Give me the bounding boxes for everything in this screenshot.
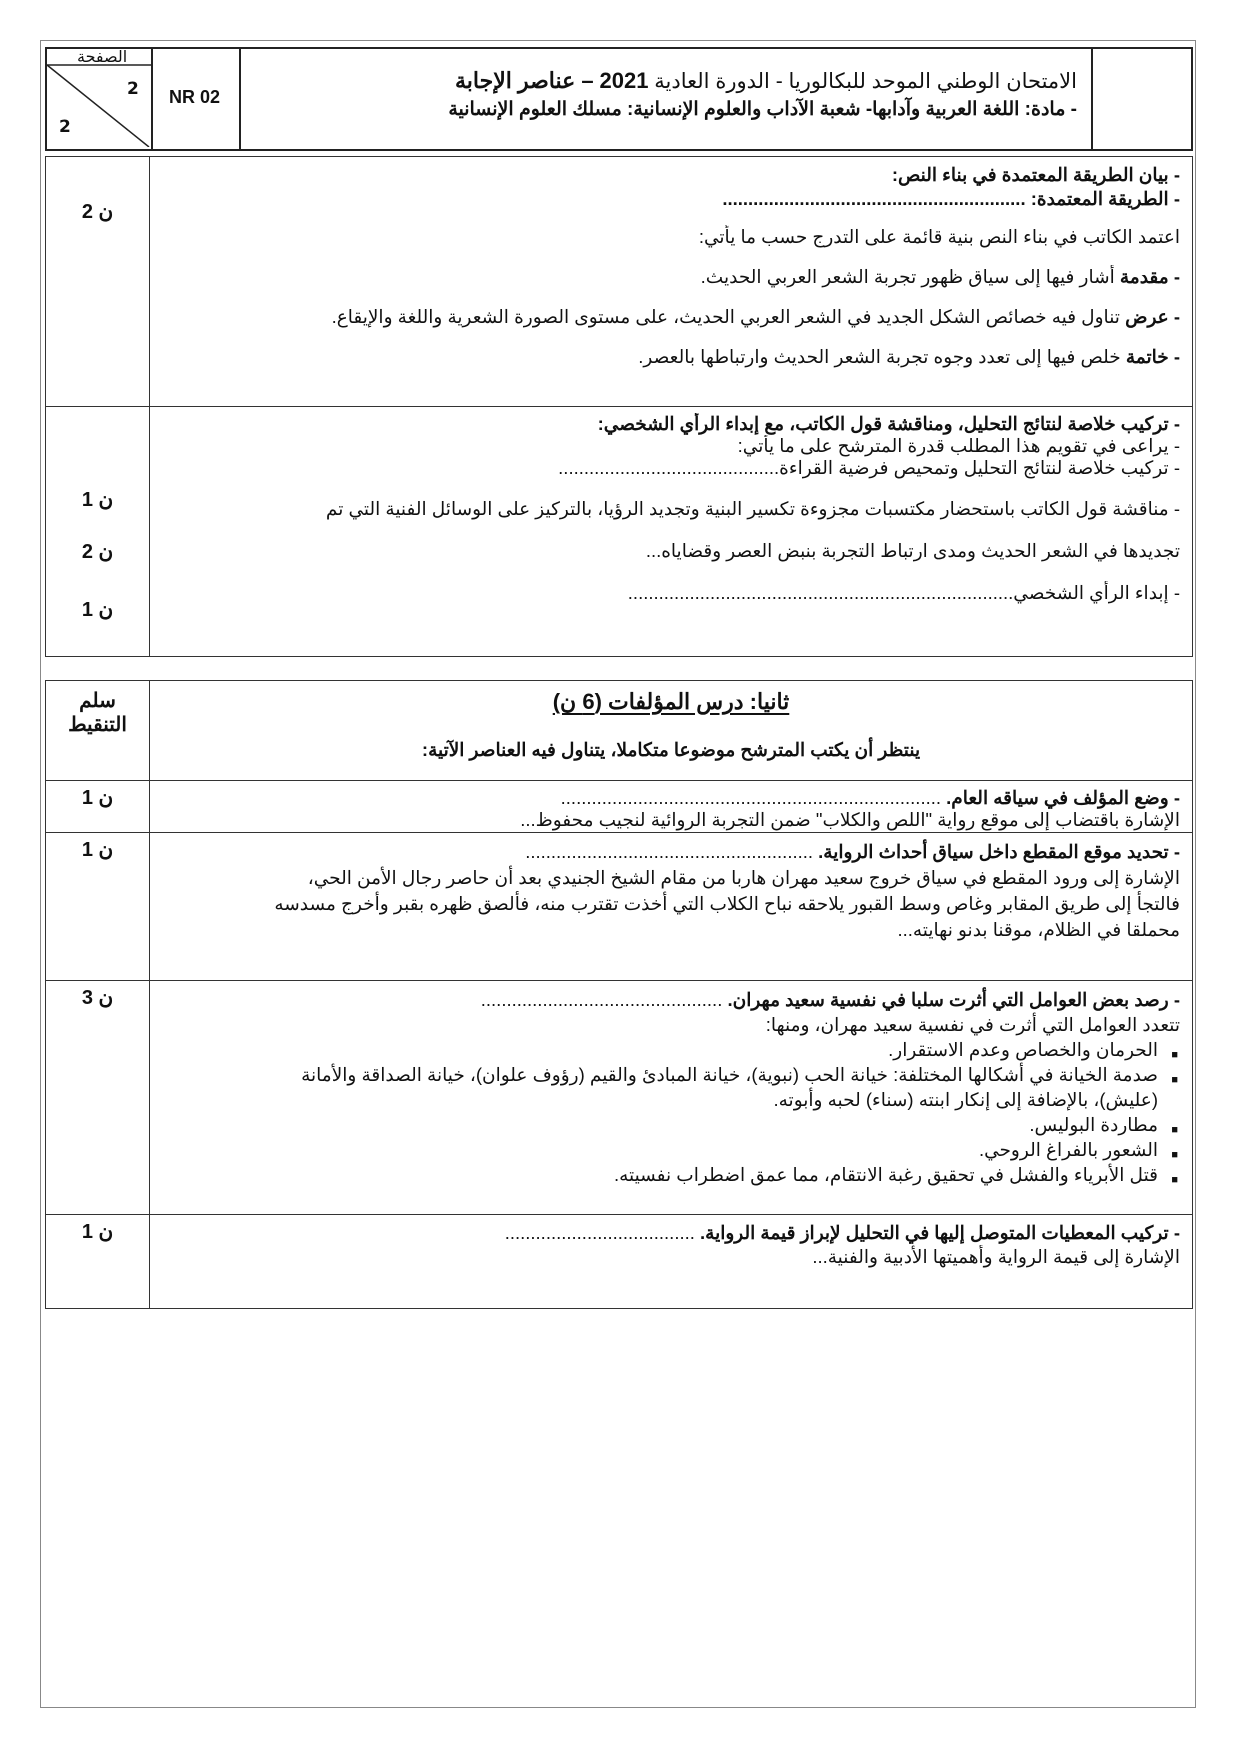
- row4-heading: - تركيب المعطيات المتوصل إليها في التحليل لإبراز قيمة الرواية. .....................................: [504, 1222, 1180, 1243]
- page-total: 2: [59, 117, 71, 137]
- title-prefix: الامتحان الوطني الموحد للبكالوريا - الدورة العادية: [654, 70, 1077, 93]
- title-suffix: – عناصر الإجابة: [455, 68, 594, 93]
- row2-line-3: محملقا في الظلام، موقنا بدنو نهايته...: [897, 919, 1180, 940]
- page-label: الصفحة: [77, 47, 128, 66]
- factor-item: ■ مطاردة البوليس.: [162, 1112, 1158, 1137]
- factor-item: ■ صدمة الخيانة في أشكالها المختلفة: خيانة الحب (نبوية)، خيانة المبادئ والقيم (رؤوف علوان)، خيانة الصداقة والأمانة: [162, 1062, 1158, 1087]
- factor-item-continuation: (عليش)، بالإضافة إلى إنكار ابنته (سناء) لحبه وأبوته.: [773, 1089, 1158, 1110]
- synthesis-line-1: - تركيب خلاصة لنتائج التحليل وتمحيص فرضية القراءة...........................................: [558, 457, 1180, 478]
- method-item-body: - عرض تناول فيه خصائص الشكل الجديد في الشعر العربي الحديث، على مستوى الصورة الشعرية واللغة والإيقاع.: [331, 306, 1180, 327]
- factors-list: [162, 1037, 1180, 1187]
- header-table: [45, 47, 1193, 151]
- header-blank-cell: [1092, 48, 1192, 150]
- page-number-cell: [46, 48, 152, 150]
- exam-subtitle: - مادة: اللغة العربية وآدابها- شعبة الآداب والعلوم الإنسانية: مسلك العلوم الإنسانية: [448, 99, 1077, 120]
- method-cell: [150, 157, 1193, 407]
- synthesis-line-4: - إبداء الرأي الشخصي...........................................................................: [627, 582, 1180, 603]
- row1-mark: 1 ن: [81, 787, 114, 809]
- part1-table: [45, 156, 1193, 657]
- exam-title: [255, 67, 1077, 96]
- row2-heading: - تحديد موقع المقطع داخل سياق أحداث الرواية. ........................................................: [525, 841, 1180, 862]
- row1-line: الإشارة باقتضاب إلى موقع رواية "اللص والكلاب" ضمن التجربة الروائية لنجيب محفوظ...: [520, 809, 1180, 830]
- synthesis-cell: [150, 407, 1193, 657]
- row1-heading: - وضع المؤلف في سياقه العام. ..........................................................................: [560, 787, 1180, 808]
- row3-mark-cell: [46, 981, 150, 1215]
- scale-label-cell: [46, 681, 150, 781]
- row4-mark: 1 ن: [81, 1221, 114, 1243]
- row2-line-1: الإشارة إلى ورود المقطع في سياق خروج سعيد مهران هاربا من مقام الشيخ الجنيدي بعد أن حاصر رجال الأمن الحي،: [307, 867, 1180, 888]
- row3-intro: تتعدد العوامل التي أثرت في نفسية سعيد مهران، ومنها:: [765, 1014, 1180, 1035]
- row2-line-2: فالتجأ إلى طريق المقابر وغاص وسط القبور يلاحقه نباح الكلاب التي أخذت تقترب منه، فألصق ظهره بقبر وأخرج مسدسه: [274, 893, 1180, 914]
- exam-code: NR 02: [152, 48, 240, 150]
- method-heading: - بيان الطريقة المعتمدة في بناء النص:: [891, 164, 1180, 185]
- scale-label: سلم التنقيط: [68, 690, 127, 736]
- row2-mark-cell: [46, 833, 150, 981]
- row2-cell: [150, 833, 1193, 981]
- method-mark: 2 ن: [81, 201, 114, 223]
- synthesis-line-2: - مناقشة قول الكاتب باستحضار مكتسبات مجزوءة تكسير البنية وتجديد الرؤيا، بالتركيز على الوسائل الفنية التي تم: [325, 498, 1180, 519]
- row3-mark: 3 ن: [81, 987, 114, 1009]
- synthesis-heading: - تركيب خلاصة لنتائج التحليل، ومناقشة قول الكاتب، مع إبداء الرأي الشخصي:: [597, 413, 1180, 434]
- synthesis-mark-1: 1 ن: [81, 489, 114, 511]
- synthesis-note: - يراعى في تقويم هذا المطلب قدرة المترشح على ما يأتي:: [737, 435, 1180, 456]
- row1-mark-cell: [46, 781, 150, 833]
- synthesis-mark-2: 2 ن: [81, 541, 114, 563]
- page-current: 2: [127, 79, 139, 99]
- part2-title-cell: [150, 681, 1193, 781]
- method-mark-cell: [46, 157, 150, 407]
- row2-mark: 1 ن: [81, 839, 114, 861]
- title-year: 2021: [599, 68, 649, 93]
- method-item-conclusion: - خاتمة خلص فيها إلى تعدد وجوه تجربة الشعر الحديث وارتباطها بالعصر.: [638, 346, 1180, 367]
- method-sub: - الطريقة المعتمدة: ...........................................................: [722, 188, 1180, 209]
- row1-cell: [150, 781, 1193, 833]
- synthesis-marks-cell: [46, 407, 150, 657]
- header-titles: [240, 48, 1092, 150]
- factor-item: ■ الحرمان والخصاص وعدم الاستقرار.: [162, 1037, 1158, 1062]
- row4-mark-cell: [46, 1215, 150, 1309]
- method-intro: اعتمد الكاتب في بناء النص بنية قائمة على التدرج حسب ما يأتي:: [698, 226, 1180, 247]
- part2-table: [45, 680, 1193, 1309]
- factor-item: ■ قتل الأبرياء والفشل في تحقيق رغبة الانتقام، مما عمق اضطراب نفسيته.: [162, 1162, 1158, 1187]
- method-item-intro: - مقدمة أشار فيها إلى سياق ظهور تجربة الشعر العربي الحديث.: [700, 266, 1180, 287]
- synthesis-line-3: تجديدها في الشعر الحديث ومدى ارتباط التجربة بنبض العصر وقضاياه...: [645, 540, 1180, 561]
- row3-heading: - رصد بعض العوامل التي أثرت سلبا في نفسية سعيد مهران. ...............................................: [480, 989, 1180, 1010]
- row4-cell: [150, 1215, 1193, 1309]
- row3-cell: [150, 981, 1193, 1215]
- factor-item: ■ الشعور بالفراغ الروحي.: [162, 1137, 1158, 1162]
- part2-instruction: ينتظر أن يكتب المترشح موضوعا متكاملا، يتناول فيه العناصر الآتية:: [421, 739, 921, 760]
- row4-line: الإشارة إلى قيمة الرواية وأهميتها الأدبية والفنية...: [812, 1246, 1180, 1267]
- synthesis-mark-3: 1 ن: [81, 599, 114, 621]
- part2-title: ثانيا: درس المؤلفات (6 ن): [552, 689, 790, 714]
